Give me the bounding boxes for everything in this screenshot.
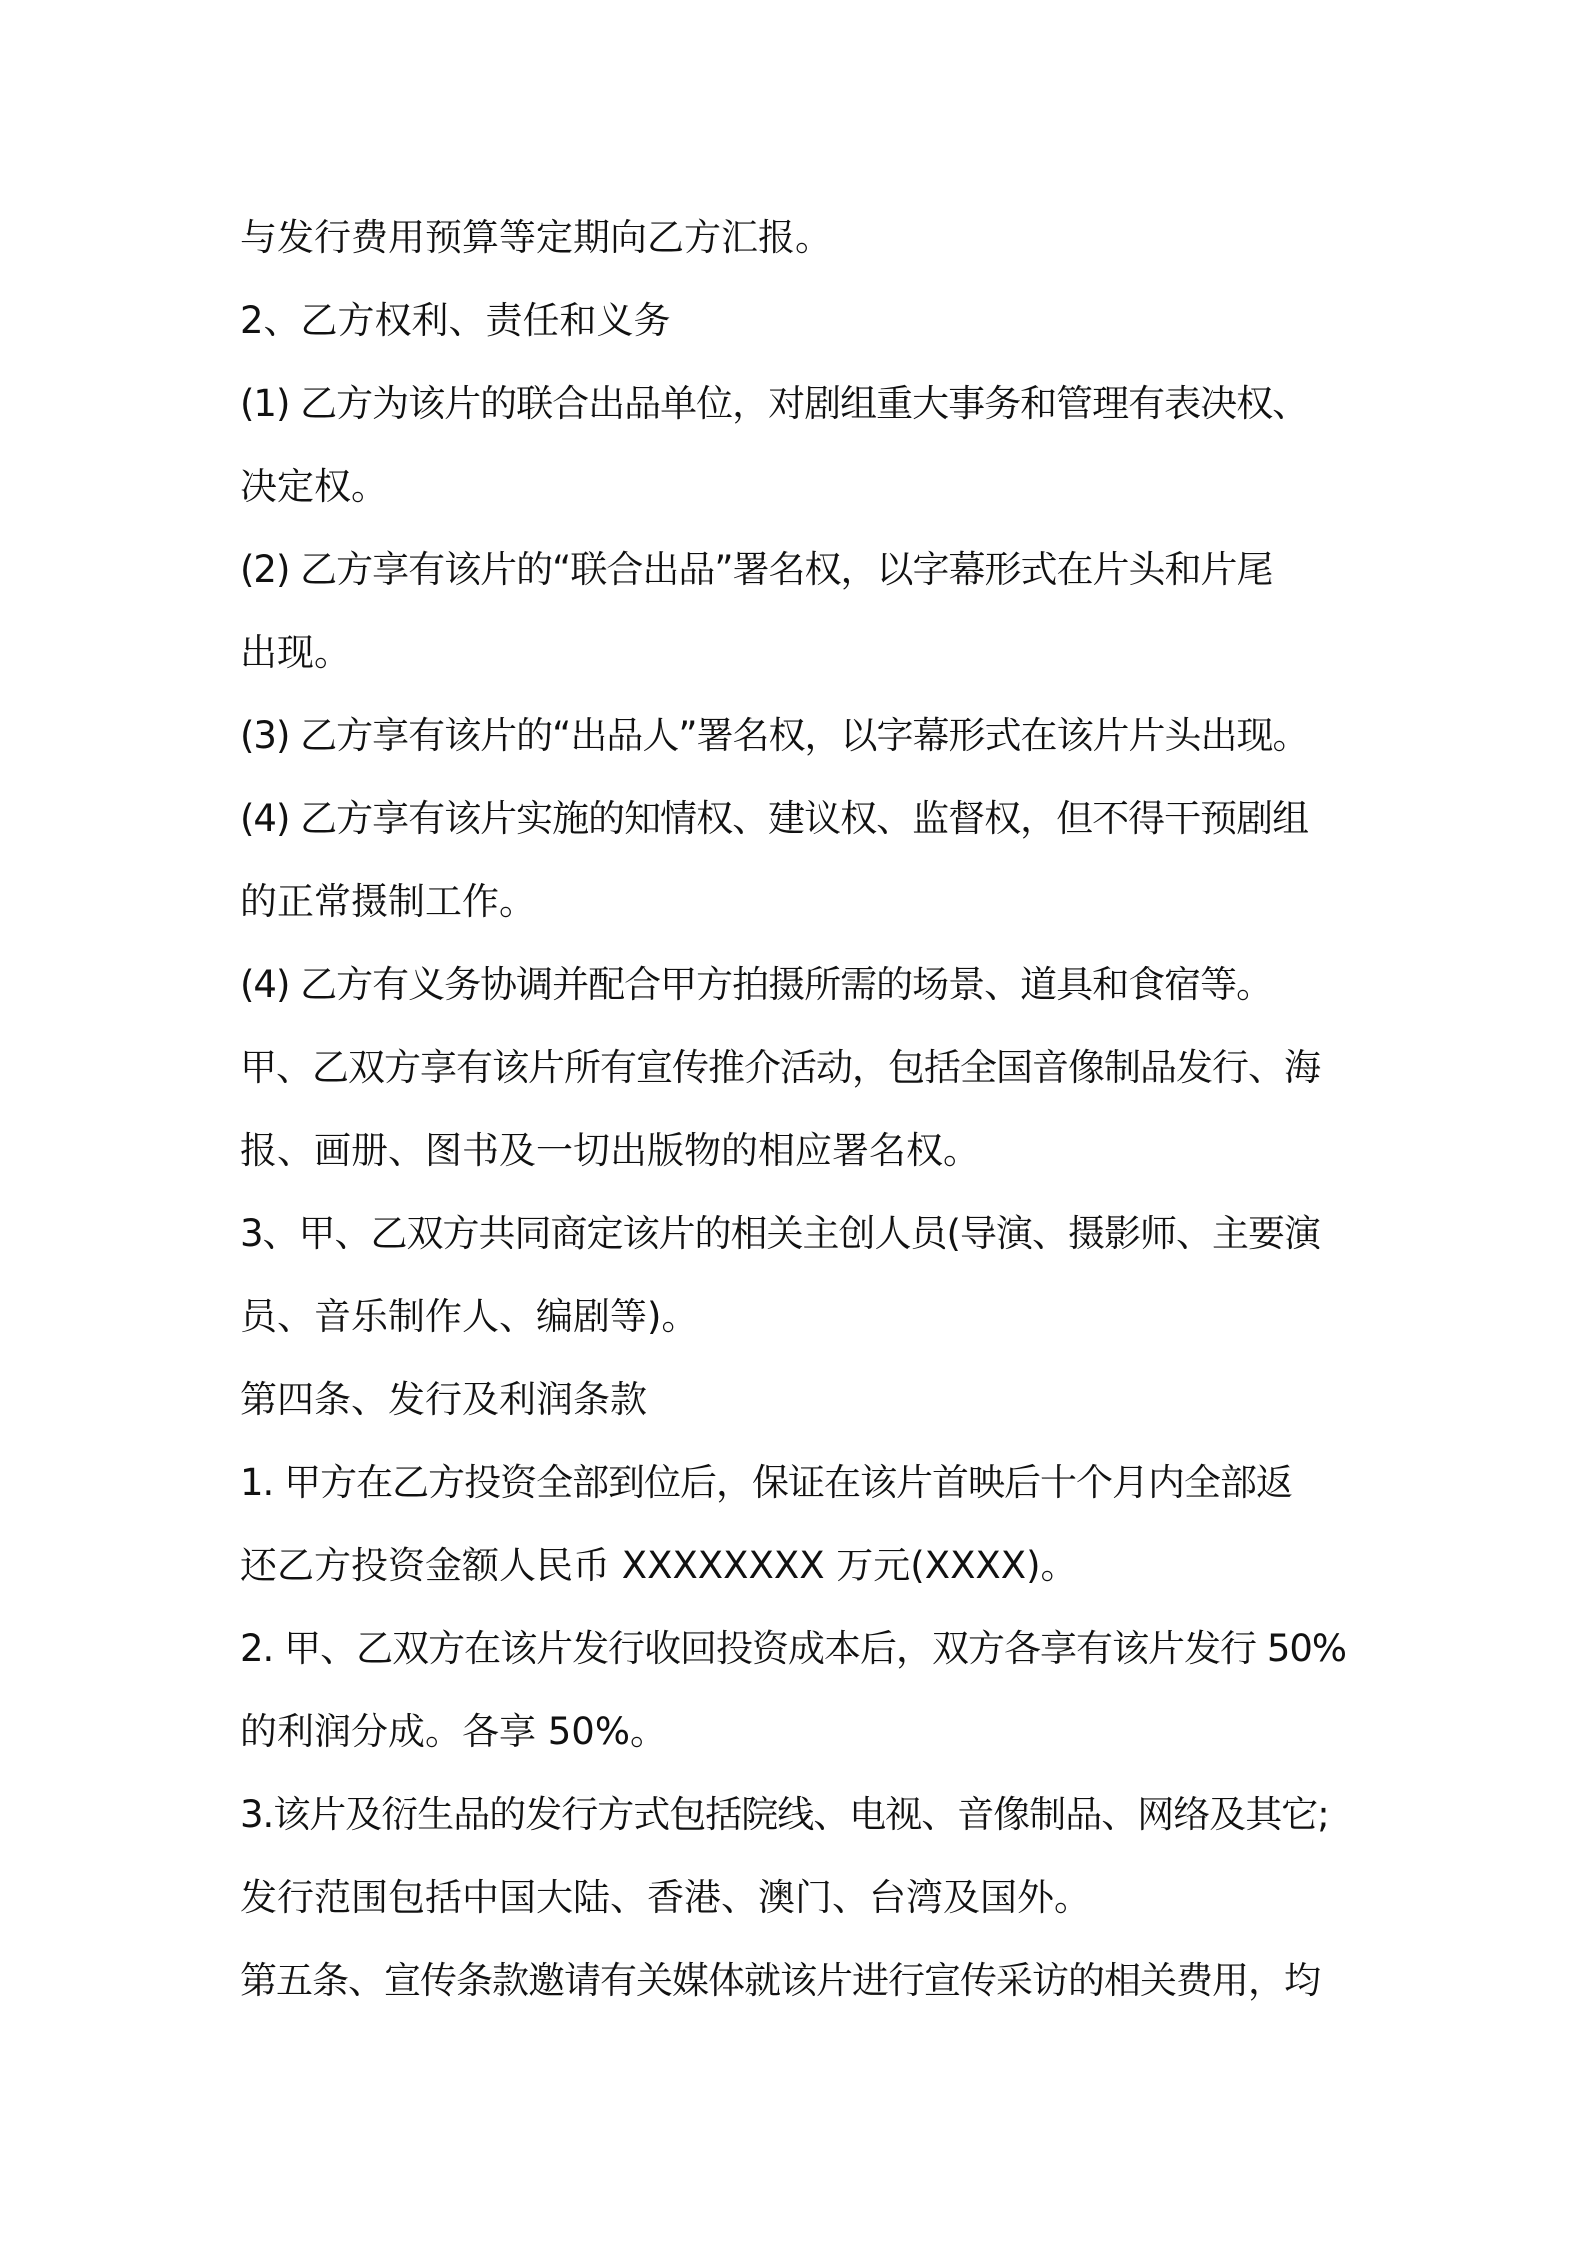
text-line: 员、音乐制作人、编剧等)。: [240, 1295, 699, 1338]
text-line: (1) 乙方为该片的联合出品单位，对剧组重大事务和管理有表决权、: [240, 382, 1309, 425]
text-line: 决定权。: [240, 465, 388, 508]
text-line: 还乙方投资金额人民币 XXXXXXXX 万元(XXXX)。: [240, 1544, 1078, 1587]
article-heading: 第四条、发行及利润条款: [240, 1378, 647, 1421]
text-line: 发行范围包括中国大陆、香港、澳门、台湾及国外。: [240, 1876, 1091, 1919]
section-heading: 2、乙方权利、责任和义务: [240, 299, 671, 342]
text-line: 的正常摄制工作。: [240, 880, 536, 923]
text-line: 与发行费用预算等定期向乙方汇报。: [240, 216, 832, 259]
document-body: [240, 196, 1370, 2022]
text-line: 报、画册、图书及一切出版物的相应署名权。: [240, 1129, 980, 1172]
text-line: (4) 乙方享有该片实施的知情权、建议权、监督权，但不得干预剧组: [240, 797, 1309, 840]
text-line: 出现。: [240, 631, 351, 674]
text-line: 第五条、宣传条款邀请有关媒体就该片进行宣传采访的相关费用，均: [240, 1959, 1320, 2002]
text-line: 的利润分成。各享 50%。: [240, 1710, 667, 1753]
text-line: 1. 甲方在乙方投资全部到位后，保证在该片首映后十个月内全部返: [240, 1461, 1293, 1504]
text-line: 甲、乙双方享有该片所有宣传推介活动，包括全国音像制品发行、海: [240, 1046, 1320, 1089]
text-line: (4) 乙方有义务协调并配合甲方拍摄所需的场景、道具和食宿等。: [240, 963, 1273, 1006]
text-line: 3、甲、乙双方共同商定该片的相关主创人员(导演、摄影师、主要演: [240, 1212, 1320, 1255]
text-line: (3) 乙方享有该片的“出品人”署名权，以字幕形式在该片片头出现。: [240, 714, 1309, 757]
text-line: 3.该片及衍生品的发行方式包括院线、电视、音像制品、网络及其它;: [240, 1793, 1329, 1836]
text-line: (2) 乙方享有该片的“联合出品”署名权，以字幕形式在片头和片尾: [240, 548, 1273, 591]
text-line: 2. 甲、乙双方在该片发行收回投资成本后，双方各享有该片发行 50%: [240, 1627, 1347, 1670]
